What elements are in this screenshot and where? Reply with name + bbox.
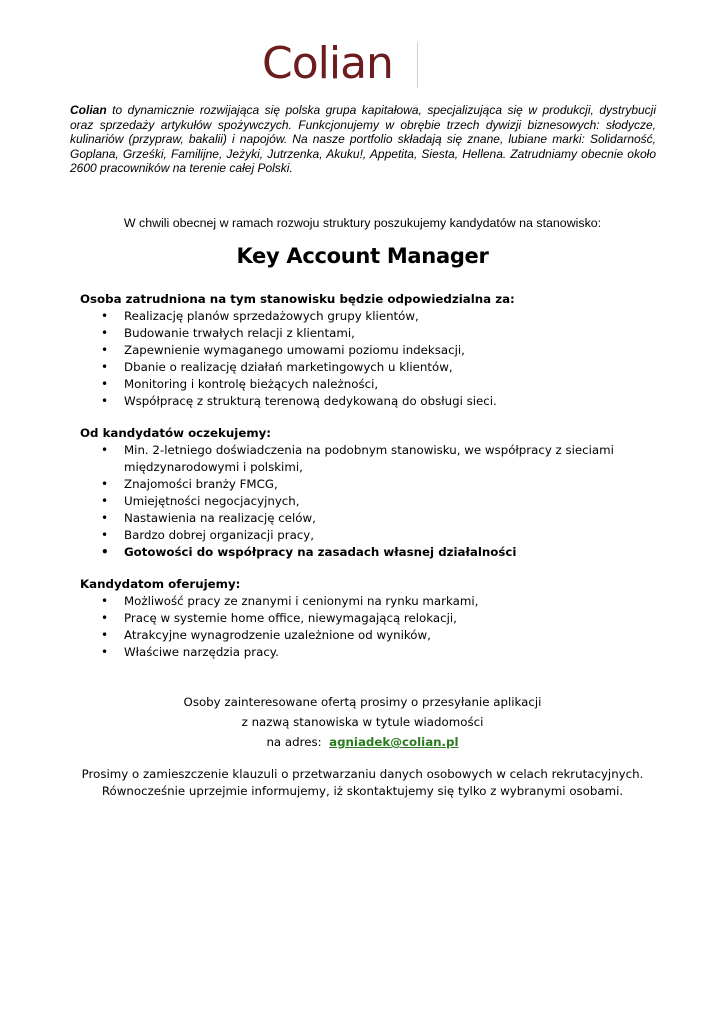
- bullet-icon: •: [101, 477, 109, 491]
- responsibilities-section: [80, 291, 670, 410]
- list-item: • Gotowości do współpracy na zasadach własnej działalności: [101, 545, 517, 559]
- email-link[interactable]: agniadek@colian.pl: [329, 735, 459, 749]
- requirements-list: [80, 442, 670, 561]
- bullet-icon: •: [101, 594, 109, 608]
- bullet-icon: •: [101, 360, 109, 374]
- bullet-icon: •: [101, 377, 109, 391]
- bullet-icon: •: [101, 309, 109, 323]
- bullet-icon: •: [101, 326, 109, 340]
- list-item: • Bardzo dobrej organizacji pracy,: [101, 528, 315, 542]
- lead-sentence: W chwili obecnej w ramach rozwoju struktury poszukujemy kandydatów na stanowisko:: [123, 216, 602, 230]
- privacy-line-2: Równocześnie uprzejmie informujemy, iż skontaktujemy się tylko z wybranymi osobami.: [101, 784, 624, 798]
- application-line-2: z nazwą stanowiska w tytule wiadomości: [241, 715, 484, 729]
- intro-text: to dynamicznie rozwijająca się polska grupa kapitałowa, specjalizująca się w produkcji, dystrybucji oraz sprzedaży artykułów spożywczych. Funkcjonujemy w obrębie trzech dywizji biznesowych: słodycze, kulinariów (przypraw, bakalii) i napojów. Na nasze portfolio składają się znane, lubiane marki: Solidarność, Goplana, Grześki, Familijne, Jeżyki, Jutrzenka, Akuku!, Appetita, Siesta, Hellena. Zatrudniamy obecnie około 2600 pracowników na terenie całej Polski.: [70, 103, 656, 176]
- requirements-section: [80, 425, 670, 561]
- list-item: • Dbanie o realizację działań marketingowych u klientów,: [101, 360, 453, 374]
- list-item: • Budowanie trwałych relacji z klientami,: [101, 326, 355, 340]
- bullet-icon: •: [101, 343, 109, 357]
- list-item: • Monitoring i kontrolę bieżących należności,: [101, 377, 379, 391]
- list-item: • Możliwość pracy ze znanymi i cenionymi na rynku markami,: [101, 594, 479, 608]
- list-item: • Zapewnienie wymaganego umowami poziomu indeksacji,: [101, 343, 465, 357]
- intro-company-name: Colian: [70, 103, 107, 117]
- list-item: • Umiejętności negocjacyjnych,: [101, 494, 300, 508]
- address-prefix: na adres:: [266, 735, 330, 749]
- application-instructions: [0, 692, 725, 752]
- bullet-icon: •: [101, 611, 109, 625]
- requirements-heading: Od kandydatów oczekujemy:: [80, 426, 272, 440]
- responsibilities-heading: Osoba zatrudniona na tym stanowisku będzie odpowiedzialna za:: [80, 292, 515, 306]
- list-item: • Współpracę z strukturą terenową dedykowaną do obsługi sieci.: [101, 394, 497, 408]
- list-item: • Min. 2-letniego doświadczenia na podobnym stanowisku, we współpracy z sieciami międzynarodowymi i polskimi,: [101, 443, 614, 474]
- offer-section: [80, 576, 670, 661]
- bullet-icon: •: [101, 511, 109, 525]
- logo-wordmark: Colian: [262, 38, 393, 89]
- responsibilities-list: [80, 308, 670, 410]
- bullet-icon: •: [101, 628, 109, 642]
- list-item: • Właściwe narzędzia pracy.: [101, 645, 279, 659]
- job-title: Key Account Manager: [236, 244, 489, 268]
- bullet-icon: •: [101, 394, 109, 408]
- colian-logo: [262, 38, 422, 93]
- bullet-icon: •: [101, 528, 109, 542]
- list-item: • Nastawienia na realizację celów,: [101, 511, 316, 525]
- list-item: • Pracę w systemie home office, niewymagającą relokacji,: [101, 611, 457, 625]
- bullet-icon: •: [101, 645, 109, 659]
- offer-heading: Kandydatom oferujemy:: [80, 577, 241, 591]
- logo-divider: [417, 42, 418, 88]
- privacy-notice: [0, 766, 725, 800]
- list-item: • Znajomości branży FMCG,: [101, 477, 278, 491]
- list-item: • Realizację planów sprzedażowych grupy klientów,: [101, 309, 419, 323]
- bullet-icon: •: [101, 494, 109, 508]
- privacy-line-1: Prosimy o zamieszczenie klauzuli o przetwarzaniu danych osobowych w celach rekrutacyjnych.: [81, 767, 644, 781]
- bullet-icon: •: [101, 545, 109, 559]
- company-intro: [70, 103, 656, 176]
- list-item: • Atrakcyjne wynagrodzenie uzależnione od wyników,: [101, 628, 431, 642]
- application-address: [0, 732, 725, 752]
- bullet-icon: •: [101, 443, 109, 457]
- offer-list: [80, 593, 670, 661]
- application-line-1: Osoby zainteresowane ofertą prosimy o przesyłanie aplikacji: [183, 695, 542, 709]
